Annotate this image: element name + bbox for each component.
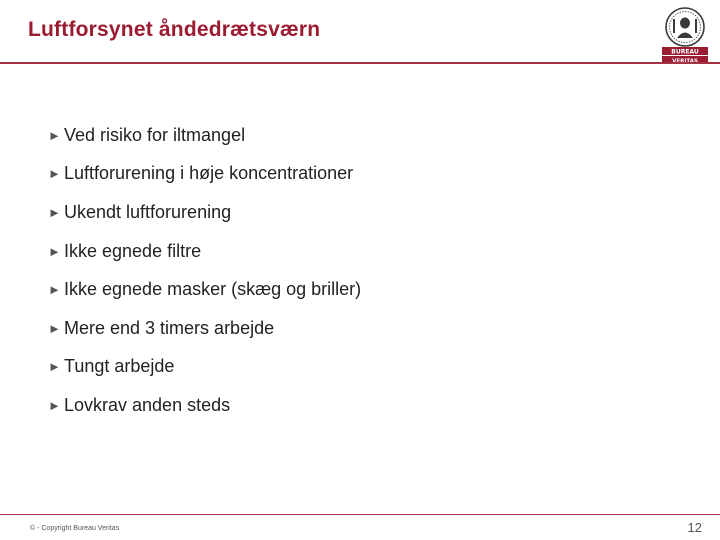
list-item — [48, 116, 361, 155]
triangle-bullet-icon: ► — [48, 204, 61, 220]
bullet-text: Mere end 3 timers arbejde — [64, 317, 275, 338]
logo-text-line1: BUREAU — [671, 48, 699, 56]
triangle-bullet-icon: ► — [48, 243, 61, 259]
list-item — [48, 155, 361, 194]
list-item — [48, 348, 361, 387]
bullet-text: Luftforurening i høje koncentrationer — [64, 163, 354, 184]
footer-divider — [0, 514, 720, 515]
triangle-bullet-icon: ► — [48, 166, 61, 182]
title-divider — [0, 62, 720, 64]
bullet-list — [48, 116, 361, 425]
triangle-bullet-icon: ► — [48, 282, 61, 298]
copyright-text: © - Copyright Bureau Veritas — [30, 525, 120, 532]
triangle-bullet-icon: ► — [48, 127, 61, 143]
triangle-bullet-icon: ► — [48, 320, 61, 336]
bullet-text: Ukendt luftforurening — [64, 201, 232, 222]
page-number: 12 — [687, 520, 702, 535]
bullet-text: Ved risiko for iltmangel — [64, 124, 246, 145]
slide-title: Luftforsynet åndedrætsværn — [28, 18, 321, 41]
list-item — [48, 232, 361, 271]
list-item — [48, 386, 361, 425]
bullet-text: Lovkrav anden steds — [64, 394, 231, 415]
list-item — [48, 270, 361, 309]
list-item — [48, 193, 361, 232]
bullet-text: Ikke egnede masker (skæg og briller) — [64, 279, 362, 300]
triangle-bullet-icon: ► — [48, 397, 61, 413]
bureau-veritas-logo-icon — [660, 5, 710, 65]
bullet-text: Ikke egnede filtre — [64, 240, 202, 261]
bullet-text: Tungt arbejde — [64, 356, 175, 377]
triangle-bullet-icon: ► — [48, 359, 61, 375]
list-item — [48, 309, 361, 348]
